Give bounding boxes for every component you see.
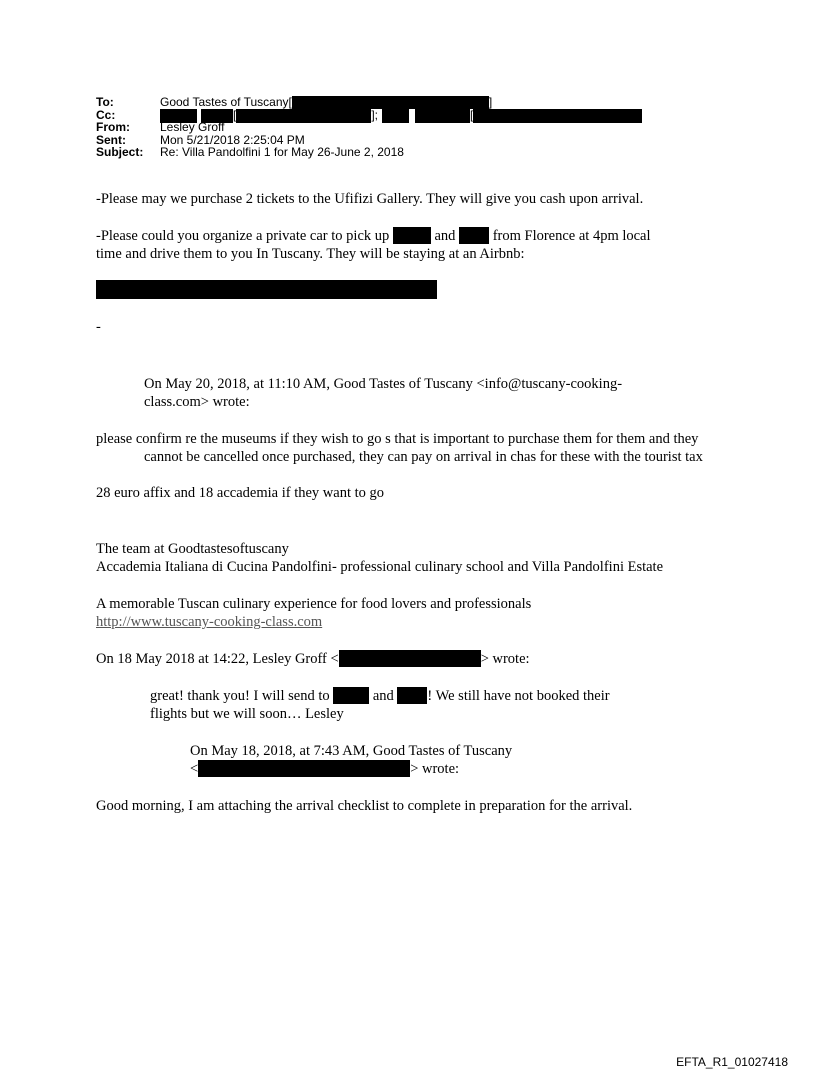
redaction-box xyxy=(382,109,409,123)
redaction-box xyxy=(397,687,427,704)
redaction-box xyxy=(393,227,431,244)
to-value xyxy=(160,96,492,109)
quote-may18-gtt-line-2 xyxy=(190,760,670,778)
redaction-box xyxy=(473,109,642,123)
to-label: To: xyxy=(96,95,114,109)
groff-body-line-1 xyxy=(150,687,710,705)
sent-value: Mon 5/21/2018 2:25:04 PM xyxy=(160,132,305,147)
from-label: From: xyxy=(96,120,130,135)
subject-value: Re: Villa Pandolfini 1 for May 26-June 2, 2018 xyxy=(160,145,404,160)
dash-line: - xyxy=(96,319,101,335)
quote-may20-line-2: class.com> wrote: xyxy=(144,394,250,410)
cc-sep: ]; xyxy=(371,107,379,122)
signature-team: The team at Goodtastesoftuscany xyxy=(96,541,289,557)
quote-may18-gtt-body xyxy=(96,797,696,815)
redaction-box xyxy=(459,227,489,244)
to-end: ] xyxy=(488,95,493,109)
website-link[interactable]: http://www.tuscany-cooking-class.com xyxy=(96,614,323,630)
quote-may18-text-a: On 18 May 2018 at 14:22, Lesley Groff < xyxy=(96,651,339,667)
subject-label: Subject: xyxy=(96,145,144,160)
gtt-body-text: Good morning, I am attaching the arrival checklist to complete in preparation for the arrival. xyxy=(96,798,633,814)
from-value: Lesley Groff xyxy=(160,120,225,135)
groff-text-c: ! We still have not booked their xyxy=(427,688,610,704)
quote-may20-body: please confirm re the museums if they wish to go s that is important to purchase them for them and they cannot be cancelled once purchased, they can pay on arrival in chas for these with the tourist tax xyxy=(96,431,703,465)
quote-header-may20 xyxy=(144,375,704,411)
paragraph-car xyxy=(96,227,736,263)
redaction-box xyxy=(198,760,410,777)
redaction-box xyxy=(415,109,470,123)
car-text-a: -Please could you organize a private car to pick up xyxy=(96,228,393,244)
quote-header-may18-groff xyxy=(96,650,530,668)
car-line-2: time and drive them to you In Tuscany. They will be staying at an Airbnb: xyxy=(96,246,525,262)
quote-may20-line-1: On May 20, 2018, at 11:10 AM, Good Tastes of Tuscany <info@tuscany-cooking- xyxy=(144,376,623,392)
cc-sep: [ xyxy=(470,107,474,122)
cc-value xyxy=(160,109,642,123)
car-text-b: and xyxy=(430,228,460,244)
quote-may18-groff-body xyxy=(150,687,710,723)
redaction-box xyxy=(292,96,489,109)
redaction-box xyxy=(236,109,371,123)
car-text-c: from Florence at 4pm local xyxy=(489,228,651,244)
quote-header-may18-gtt xyxy=(190,742,670,778)
quote-gtt-text-a: < xyxy=(190,761,199,777)
to-name: Good Tastes of Tuscany[ xyxy=(160,95,292,109)
sent-label: Sent: xyxy=(96,132,126,147)
bates-number: EFTA_R1_01027418 xyxy=(676,1055,788,1069)
redaction-box xyxy=(333,687,369,704)
groff-body-line-2: flights but we will soon… Lesley xyxy=(150,706,344,722)
redaction-box-address xyxy=(96,280,437,299)
cc-sep: [ xyxy=(233,107,237,122)
quote-may20-body-prices: 28 euro affix and 18 accademia if they want to go xyxy=(96,485,385,501)
groff-text-b: and xyxy=(369,688,398,704)
quote-may18-text-b: > wrote: xyxy=(480,651,530,667)
signature-academy: Accademia Italiana di Cucina Pandolfini- professional culinary school and Villa Pandolfini Estate xyxy=(96,559,664,575)
paragraph-tickets: -Please may we purchase 2 tickets to the Ufifizi Gallery. They will give you cash upon arrival. xyxy=(96,191,644,207)
groff-text-a: great! thank you! I will send to xyxy=(150,688,334,704)
signature-tagline: A memorable Tuscan culinary experience for food lovers and professionals xyxy=(96,596,532,612)
quote-gtt-text-b: > wrote: xyxy=(410,761,460,777)
car-line-1 xyxy=(96,227,736,245)
redaction-box xyxy=(339,650,481,667)
cc-label: Cc: xyxy=(96,107,116,122)
quote-may18-gtt-line-1: On May 18, 2018, at 7:43 AM, Good Tastes of Tuscany xyxy=(190,743,513,759)
